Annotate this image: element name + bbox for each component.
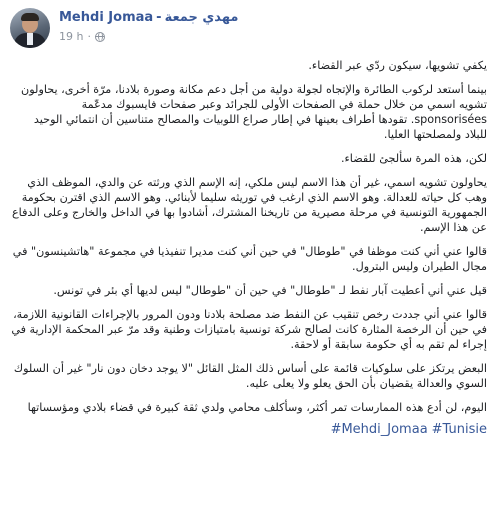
avatar-hair [21,13,39,21]
hashtag-link[interactable]: #Tunisie [431,422,487,438]
hashtag-link[interactable]: #Mehdi_Jomaa [330,422,428,438]
post-paragraph: بينما أستعد لركوب الطائرة والإتجاه لجولة دولية من أجل دعم مكانة وصورة بلادنا، مرّة أخرى، يحاولون تشويه اسمي من خلال حملة في الصفحات الأولى للجرائد وعبر صفحات فايسبوك مدعّمة sponsorisées. تقودها أطراف بعينها في إطار صراع اللوبيات والمصالح متناسين أن انتمائي الوحيد للبلاد ولمصلحتها العليا. [21,82,487,142]
post-paragraph: قالوا عني أني جددت رخص تنقيب عن النفط ضد مصلحة بلادنا ودون المرور بالإجراءات القانونية اللازمة، في حين أن الرخصة المثارة كانت لصالح شركة تونسية بامتيازات وطنية وقد مرّ عبر المحكمة الإدارية في إجراء لم تقم به أي حكومة سابقة أو لاحقة. [11,307,487,352]
post-header [10,8,487,58]
post-paragraph: لكن، هذه المرة سألجئ للقضاء. [340,152,487,166]
post-timestamp[interactable]: 19 h [59,30,84,43]
author-name-arabic[interactable]: مهدي جمعة [164,10,239,25]
post-paragraph: البعض يرتكز على سلوكيات قائمة على أساس ذلك المثل القائل "لا يوجد دخان دون نار" غير أن السلوك السوي والعدالة يقضيان بأن الحق يعلو ولا يعلى عليه. [13,361,487,390]
post-paragraph: اليوم، لن أدع هذه الممارسات تمر أكثر، وسأكلف محامي ولدي ثقة كبيرة في قضاء بلادي ومؤسساتها [27,400,487,414]
timestamp-dot: · [87,30,91,43]
post-paragraph: قيل عني أني أعطيت آبار نفط لـ "طوطال" في حين أن "طوطال" ليس لديها أي بئر في تونس. [53,283,487,297]
post-paragraph: يكفي تشويها، سيكون ردّي عبر القضاء. [308,59,487,72]
avatar[interactable] [10,8,50,48]
post-body [10,58,487,415]
avatar-shirt [27,33,33,45]
author-name-latin[interactable]: Mehdi Jomaa [59,10,154,25]
post-paragraph: قالوا عني أني كنت موظفا في "طوطال" في حين أني كنت مديرا تنفيذيا في مجموعة "هاتشينسون" في مجال الطيران وليس البترول. [12,245,487,274]
post-paragraph: يحاولون تشويه اسمي، غير أن هذا الاسم ليس ملكي، إنه الإسم الذي ورثته عن والدي، الموظف الذي وهب كل حياته للعدالة. وهو الاسم الذي ارغب في توريثه سليما لأبنائي. وهو الاسم الذي اقترن بحكومة الجمهورية التونسية في مرحلة مصيرية من تاريخنا المشترك، أشادوا بها في الداخل والخارج وعلى الدفاع عن هذا الإسم. [11,175,487,235]
author-name-separator: - [156,10,162,25]
post-meta [59,8,238,44]
post-timestamp-row [59,29,238,44]
globe-icon[interactable] [95,32,105,42]
hashtag-row [10,421,487,438]
author-name[interactable] [59,9,238,26]
